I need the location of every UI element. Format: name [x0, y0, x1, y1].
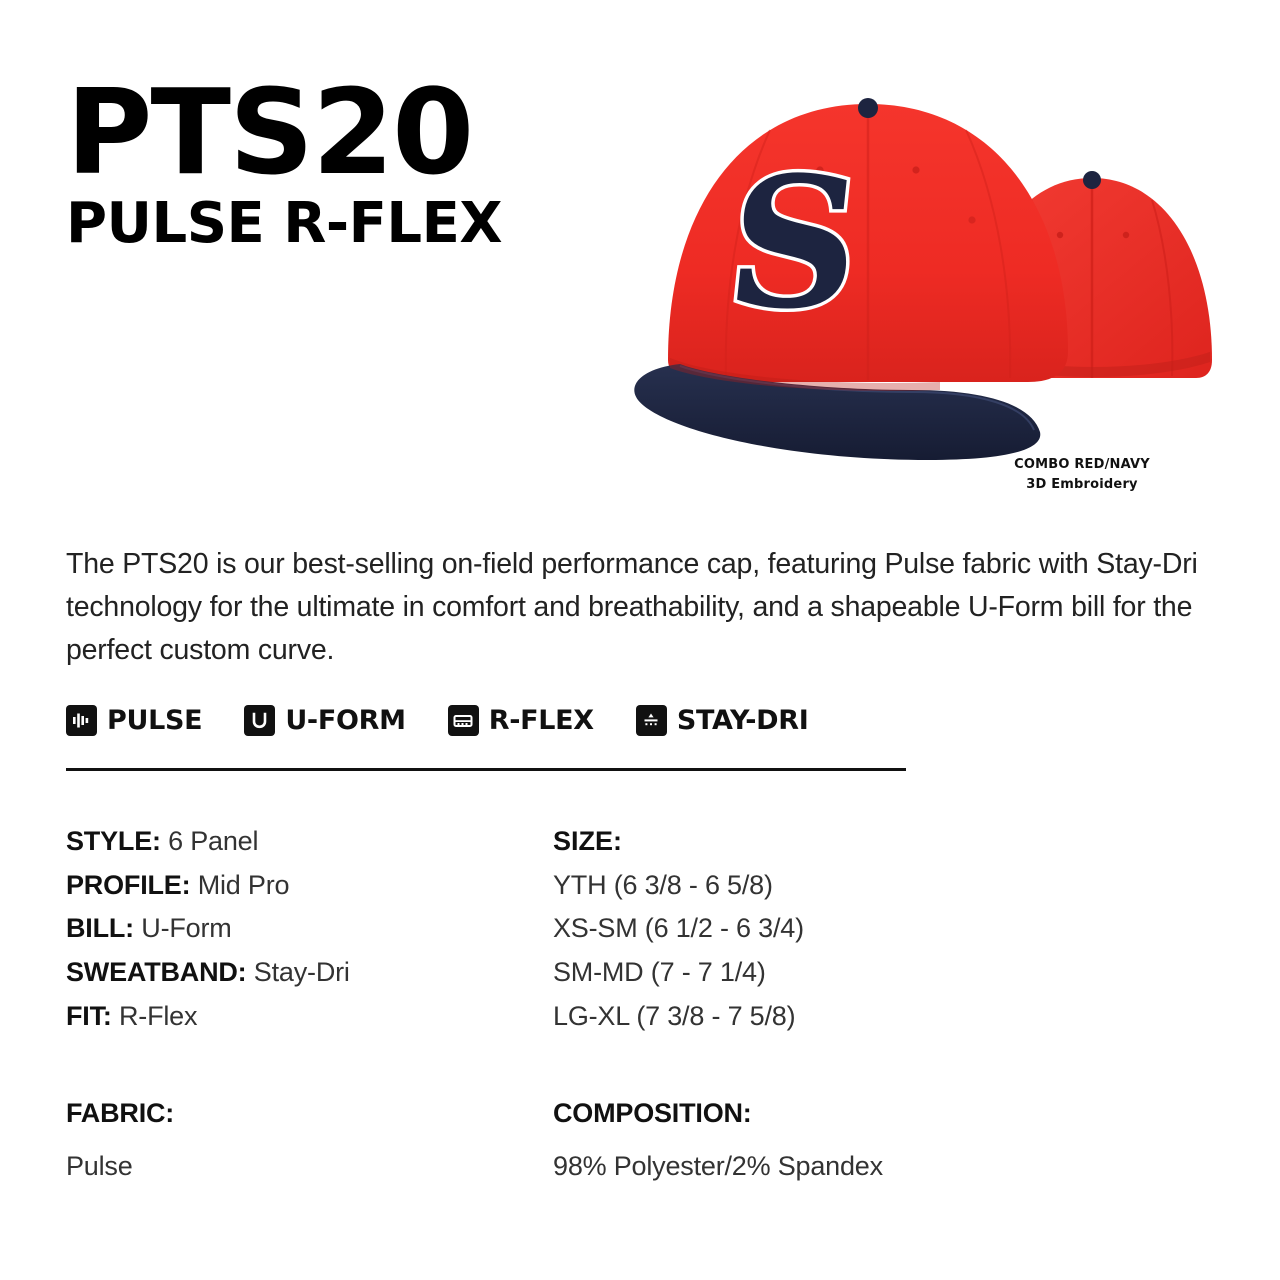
embroidered-logo	[718, 137, 870, 348]
spec-value-style: 6 Panel	[168, 826, 259, 856]
page-title: PTS20	[66, 63, 473, 201]
feature-stay-dri	[636, 705, 809, 736]
product-image	[520, 60, 1240, 460]
spec-value-fit: R-Flex	[119, 1000, 198, 1031]
spec-row-bill	[66, 907, 553, 951]
fabric-value: Pulse	[66, 1151, 133, 1181]
stay-dri-icon	[636, 705, 667, 736]
spec-label-size: SIZE:	[553, 826, 623, 856]
spec-row-sweatband	[66, 951, 553, 995]
spec-label-bill: BILL:	[66, 913, 134, 944]
feature-pulse	[66, 705, 202, 736]
feature-u-form	[244, 705, 405, 736]
size-row-xs-sm: XS-SM (6 1/2 - 6 3/4)	[553, 913, 804, 944]
composition-heading: COMPOSITION:	[553, 1098, 752, 1128]
spec-label-sweatband: SWEATBAND:	[66, 957, 247, 988]
spec-value-bill: U-Form	[141, 913, 232, 944]
product-description: The PTS20 is our best-selling on-field performance cap, featuring Pulse fabric with Stay-Dri technology for the ultimate in comfort and breathability, and a shapeable U-Form bill for the perfect custom curve.	[66, 548, 1198, 666]
section-divider	[66, 768, 906, 771]
fabric-block	[66, 1098, 553, 1182]
spec-column-left	[66, 820, 553, 1039]
composition-block	[553, 1098, 1153, 1182]
feature-label-u-form: U-FORM	[285, 705, 406, 736]
spec-column-right	[553, 820, 1153, 1039]
feature-r-flex	[448, 705, 594, 736]
feature-label-stay-dri: STAY-DRI	[676, 705, 809, 736]
spec-value-profile: Mid Pro	[197, 869, 290, 900]
fabric-heading: FABRIC:	[66, 1098, 175, 1128]
cap-illustration	[520, 60, 1240, 460]
hero-section	[0, 0, 1280, 510]
materials-section	[66, 1098, 1226, 1182]
feature-label-pulse: PULSE	[107, 705, 203, 736]
logo-letter: S	[718, 137, 871, 349]
feature-badges	[66, 705, 1216, 736]
colorway-label: COMBO RED/NAVY	[1014, 457, 1150, 472]
spec-label-profile: PROFILE:	[66, 869, 191, 900]
composition-value: 98% Polyester/2% Spandex	[553, 1151, 883, 1181]
spec-label-fit: FIT:	[66, 1000, 112, 1031]
r-flex-icon	[448, 705, 479, 736]
page-subtitle: PULSE R-FLEX	[66, 190, 503, 256]
decoration-label: 3D Embroidery	[1026, 476, 1138, 492]
u-form-icon	[244, 705, 275, 736]
spec-label-style: STYLE:	[66, 826, 161, 856]
pulse-icon	[66, 705, 97, 736]
size-row-lg-xl: LG-XL (7 3/8 - 7 5/8)	[553, 1000, 796, 1031]
spec-row-profile	[66, 864, 553, 908]
size-row-sm-md: SM-MD (7 - 7 1/4)	[553, 957, 766, 988]
spec-row-style	[66, 820, 553, 864]
spec-table	[66, 820, 1226, 1039]
cap-front-view	[634, 98, 1068, 460]
feature-label-r-flex: R-FLEX	[488, 705, 594, 736]
spec-value-sweatband: Stay-Dri	[253, 957, 350, 988]
colorway-caption	[972, 455, 1192, 494]
spec-row-fit	[66, 995, 553, 1039]
size-row-yth: YTH (6 3/8 - 6 5/8)	[553, 869, 773, 900]
